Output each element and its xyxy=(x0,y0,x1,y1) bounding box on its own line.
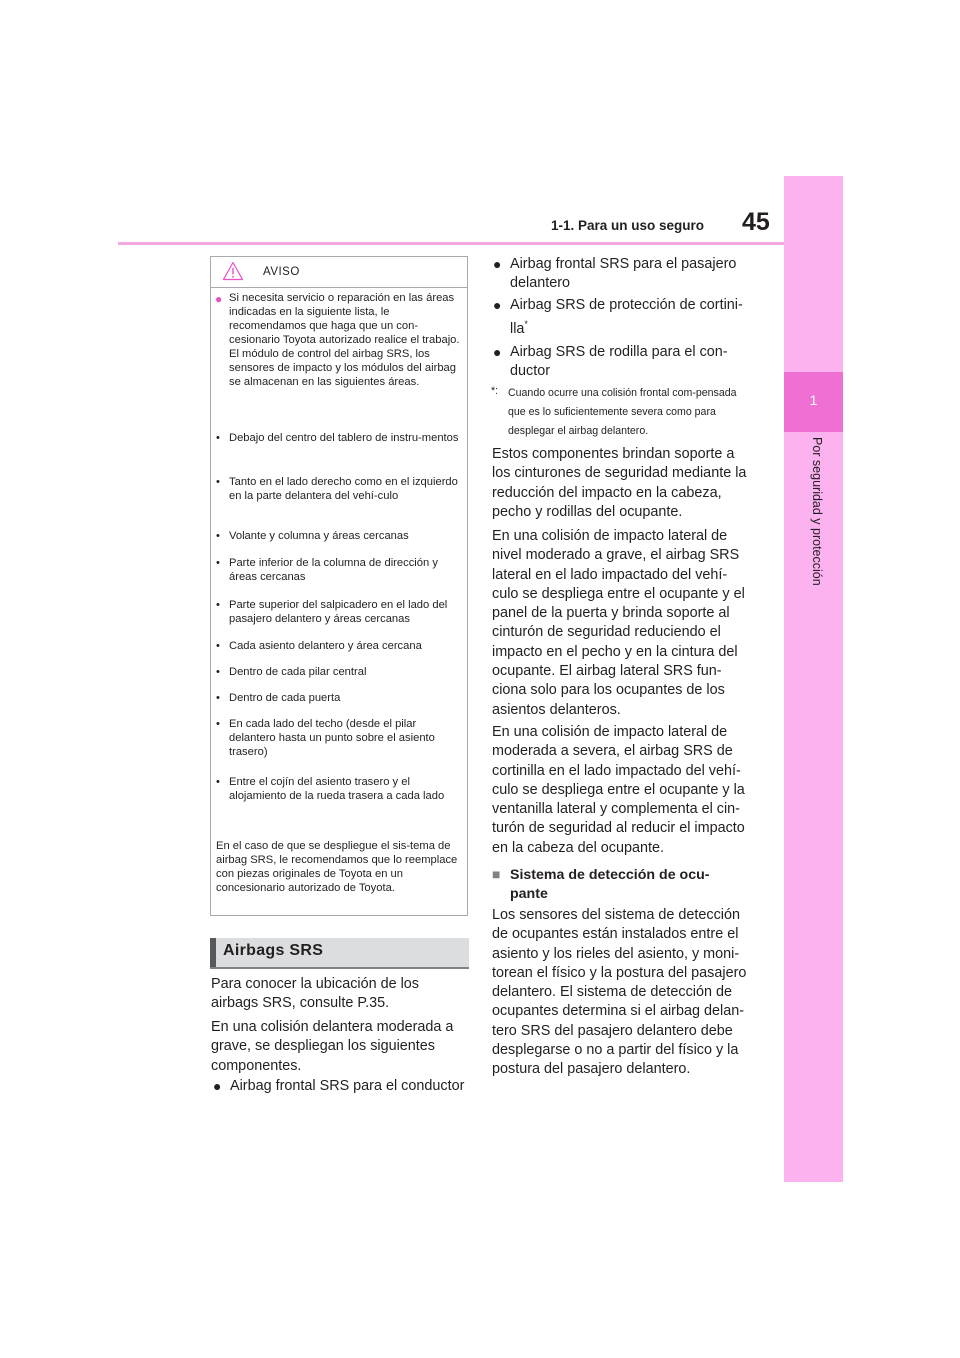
section-heading-rule xyxy=(210,967,469,969)
paragraph: Los sensores del sistema de detección de ocupantes están instalados entre el asiento y los rieles del asiento, y moni-torean el físico y la postura del pasajero delantero. El sistema de detección de ocupantes determina si el airbag delan-tero SRS del pasajero delantero debe desplegarse o no a partir del físico y la postura del pasajero delantero. xyxy=(492,907,747,1078)
paragraph: Para conocer la ubicación de los airbags SRS, consulte P.35. xyxy=(211,976,419,1012)
square-bullet-icon: ■ xyxy=(492,866,501,882)
warning-divider xyxy=(211,287,467,288)
warning-closing: En el caso de que se despliegue el sis-tema de airbag SRS, le recomendamos que lo reemplace con piezas originales de Toyota en un concesionario autorizado de Toyota. xyxy=(216,840,458,894)
asterisk-mark: * xyxy=(524,319,528,330)
side-tab-title: Por seguridad y protección xyxy=(810,437,824,586)
warning-intro: Si necesita servicio o reparación en las áreas indicadas en la siguiente lista, le recomendamos que haga que un con-cesionario Toyota autorizado realice el trabajo. El módulo de control del airbag SRS, los sensores de impacto y los módulos del airbag se almacenan en las siguientes áreas. xyxy=(229,292,460,388)
paragraph: En una colisión de impacto lateral de nivel moderado a grave, el airbag SRS lateral en el lado impactado del vehí-culo se despliega entre el ocupante y el panel de la puerta y brinda soporte al cinturón de seguridad reduciendo el impacto en el pecho y en la cintura del ocupante. El airbag lateral SRS fun-ciona solo para los ocupantes de los asientos delanteros. xyxy=(492,528,745,718)
side-tab-band xyxy=(784,176,843,1182)
section-heading: Airbags SRS xyxy=(223,942,324,959)
paragraph: En una colisión delantera moderada a grave, se despliegan los siguientes componentes. xyxy=(211,1019,454,1074)
warning-triangle-icon xyxy=(222,261,244,281)
warning-label: AVISO xyxy=(263,266,300,278)
paragraph: Estos componentes brindan soporte a los cinturones de seguridad mediante la reducción del impacto en la cabeza, pecho y rodillas del ocupante. xyxy=(492,446,747,520)
paragraph: En una colisión de impacto lateral de moderada a severa, el airbag SRS de cortinilla en el lado impactado del vehí-culo se despliega entre el ocupante y la ventanilla lateral y complementa el cin-turón de seguridad al reducir el impacto en la cabeza del ocupante. xyxy=(492,724,745,856)
section-heading-bar xyxy=(210,938,216,968)
header-rule xyxy=(118,242,784,245)
section-title: 1-1. Para un uso seguro xyxy=(551,218,705,233)
page-number: 45 xyxy=(742,208,770,236)
side-tab-number: 1 xyxy=(809,392,818,408)
footnote-mark: *: xyxy=(491,385,499,397)
footnote: Cuando ocurre una colisión frontal com-pensada que es lo suficientemente severa como para desplegar el airbag delantero. xyxy=(508,387,737,437)
warning-bullet-icon: ● xyxy=(215,292,223,306)
